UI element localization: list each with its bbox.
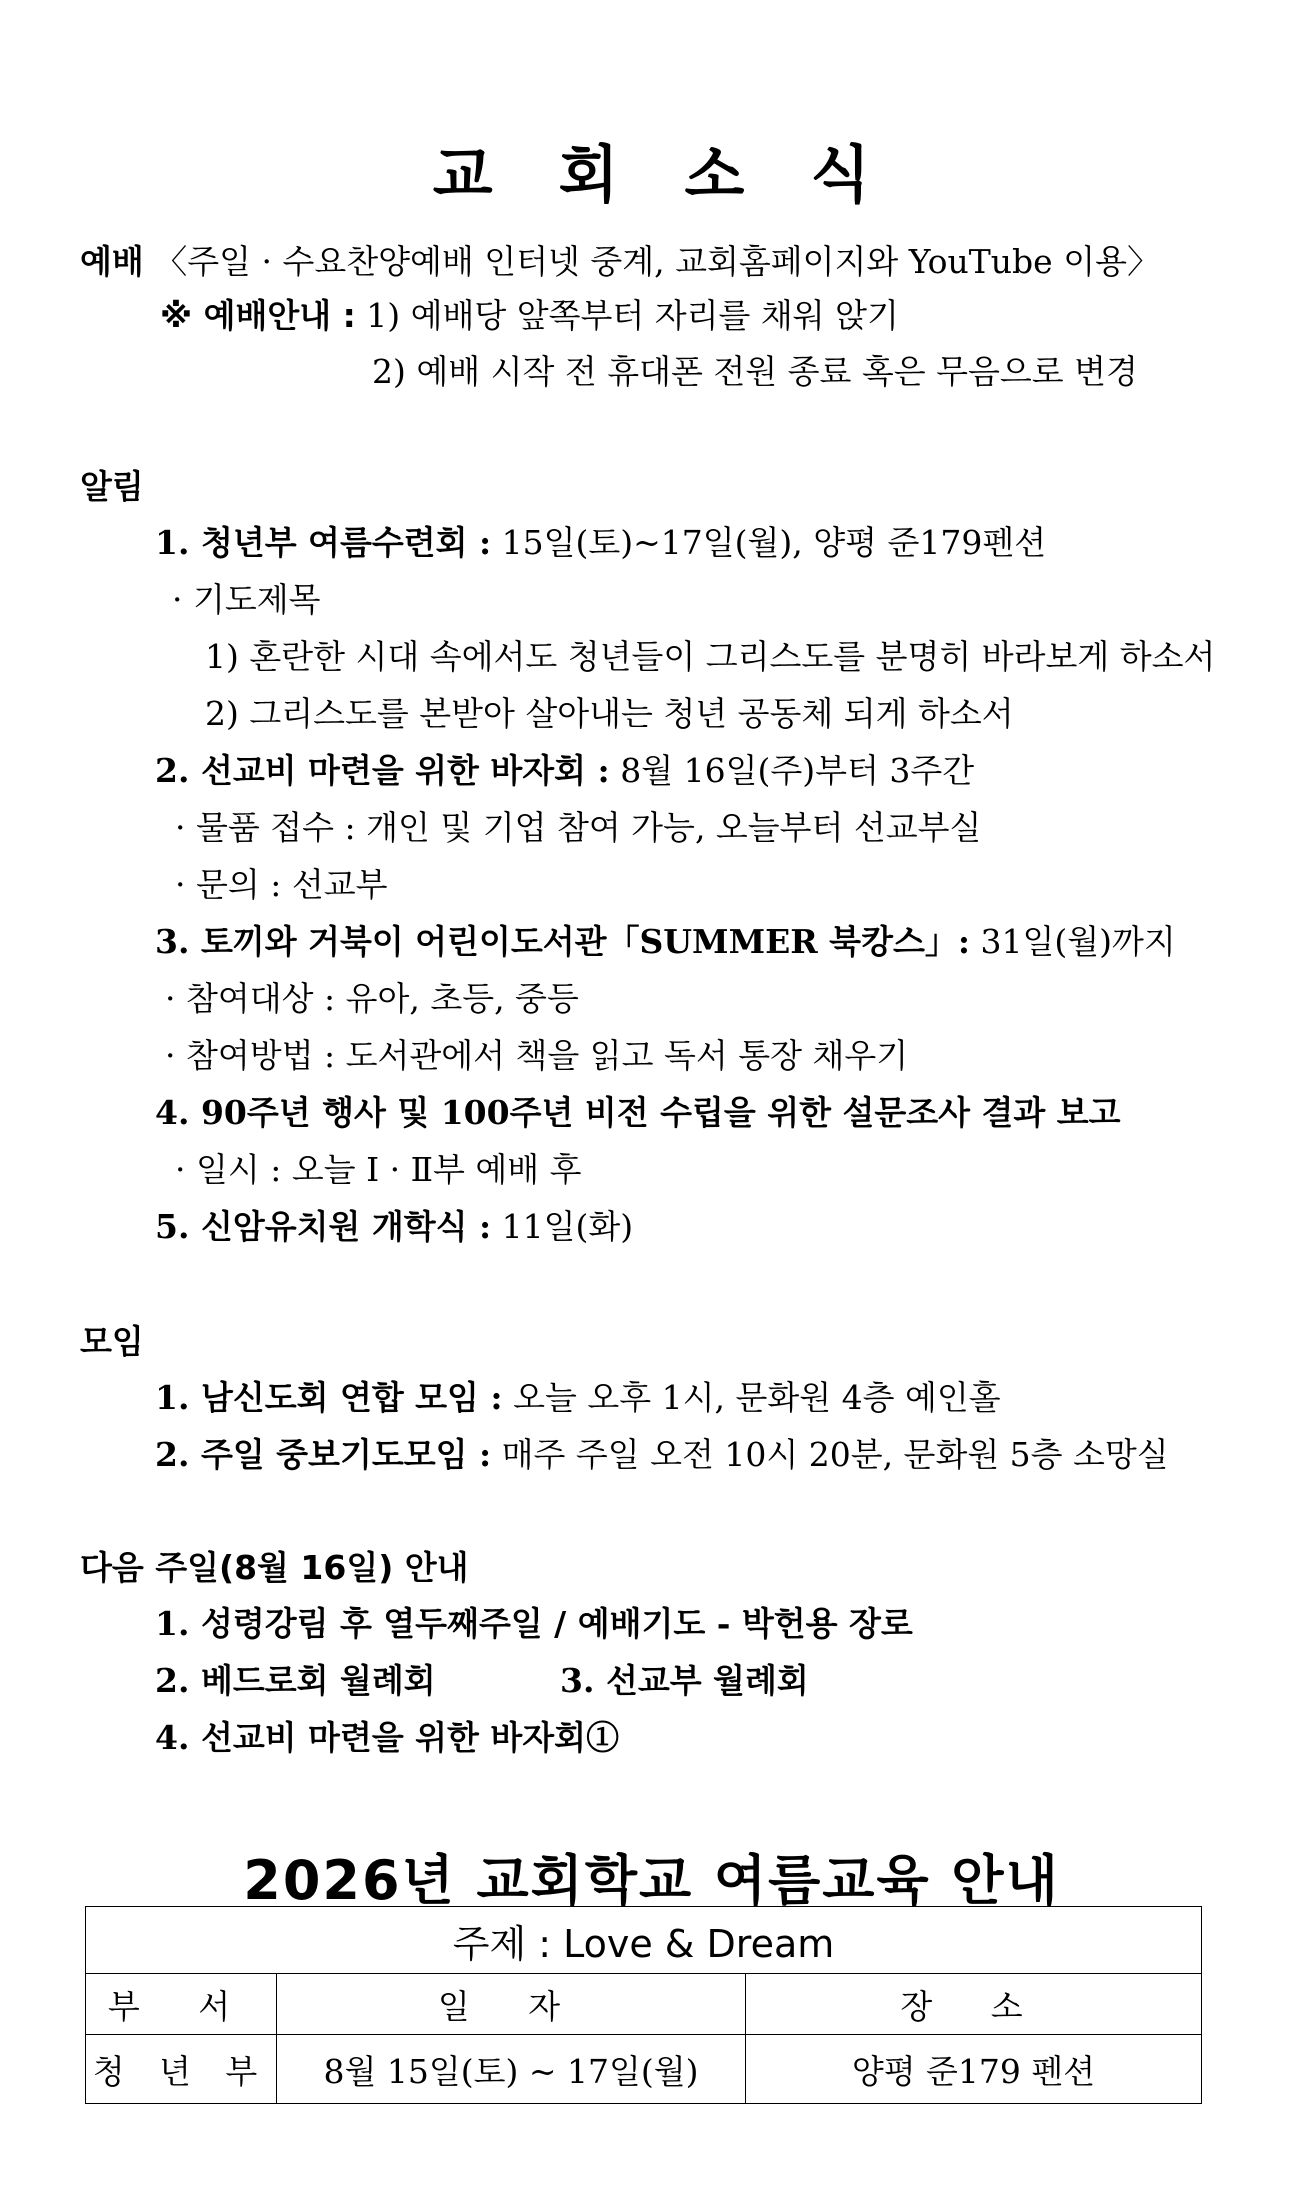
notice-1-prayer-2: 2) 그리스도를 본받아 살아내는 청년 공동체 되게 하소서 xyxy=(205,694,1014,733)
notice-5-title: 5. 신암유치원 개학식 : xyxy=(155,1207,492,1246)
notice-1-title: 1. 청년부 여름수련회 : xyxy=(155,523,492,562)
worship-heading: 예배 xyxy=(80,242,144,281)
meeting-2-title: 2. 주일 중보기도모임 : xyxy=(155,1435,492,1474)
notice-1-sub: · 기도제목 xyxy=(172,580,321,619)
notice-1 xyxy=(155,521,1046,565)
header-place: 장 소 xyxy=(746,1974,1202,2035)
notice-3-sub-1: · 참여대상 : 유아, 초등, 중등 xyxy=(165,979,579,1018)
header-date: 일 자 xyxy=(277,1974,746,2035)
notice-3-text: 31일(월)까지 xyxy=(970,922,1176,961)
worship-guide-1: 1) 예배당 앞쪽부터 자리를 채워 앉기 xyxy=(366,296,899,335)
worship-guide-2: 2) 예배 시작 전 휴대폰 전원 종료 혹은 무음으로 변경 xyxy=(372,352,1138,391)
meeting-2 xyxy=(155,1433,1169,1477)
worship-line xyxy=(80,240,1160,284)
worship-guide-line-1 xyxy=(160,294,899,338)
header-dept: 부 서 xyxy=(86,1974,277,2035)
notice-3-sub-2: · 참여방법 : 도서관에서 책을 읽고 독서 통장 채우기 xyxy=(165,1036,909,1075)
education-table xyxy=(85,1906,1202,2104)
next-sunday-heading: 다음 주일(8월 16일) 안내 xyxy=(80,1548,469,1587)
notice-3-title: 3. 토끼와 거북이 어린이도서관「SUMMER 북캉스」: xyxy=(155,922,971,961)
notice-5-text: 11일(화) xyxy=(491,1207,634,1246)
cell-date: 8월 15일(토) ~ 17일(월) xyxy=(277,2035,746,2104)
theme-cell: 주제 : Love & Dream xyxy=(86,1907,1202,1974)
cell-place: 양평 준179 펜션 xyxy=(746,2035,1202,2104)
worship-guide-label: ※ 예배안내 : xyxy=(160,296,356,335)
header-row xyxy=(86,1974,1202,2035)
meeting-1-title: 1. 남신도회 연합 모임 : xyxy=(155,1378,503,1417)
notice-4-sub-1: · 일시 : 오늘 Ⅰ · Ⅱ부 예배 후 xyxy=(175,1150,582,1189)
notice-1-text: 15일(토)~17일(월), 양평 준179펜션 xyxy=(491,523,1047,562)
meeting-2-text: 매주 주일 오전 10시 20분, 문화원 5층 소망실 xyxy=(491,1435,1169,1474)
cell-dept: 청 년 부 xyxy=(86,2035,277,2104)
notices-heading: 알림 xyxy=(80,467,144,506)
notice-2-title: 2. 선교비 마련을 위한 바자회 : xyxy=(155,751,610,790)
worship-note: 〈주일 · 수요찬양예배 인터넷 중계, 교회홈페이지와 YouTube 이용〉 xyxy=(154,242,1160,281)
notice-2-sub-1: · 물품 접수 : 개인 및 기업 참여 가능, 오늘부터 선교부실 xyxy=(175,808,982,847)
next-sunday-item-3: 3. 선교부 월례회 xyxy=(560,1661,809,1700)
education-title: 2026년 교회학교 여름교육 안내 xyxy=(243,1849,1060,1912)
next-sunday-item-4: 4. 선교비 마련을 위한 바자회① xyxy=(155,1718,620,1757)
notice-2-text: 8월 16일(주)부터 3주간 xyxy=(609,751,975,790)
next-sunday-item-1: 1. 성령강림 후 열두째주일 / 예배기도 - 박헌용 장로 xyxy=(155,1604,913,1643)
next-sunday-item-2: 2. 베드로회 월례회 xyxy=(155,1661,436,1700)
notice-2 xyxy=(155,749,974,793)
table-row xyxy=(86,2035,1202,2104)
notice-3 xyxy=(155,920,1176,964)
theme-row xyxy=(86,1907,1202,1974)
meeting-1-text: 오늘 오후 1시, 문화원 4층 예인홀 xyxy=(502,1378,1001,1417)
meetings-heading: 모임 xyxy=(80,1322,144,1361)
notice-1-prayer-1: 1) 혼란한 시대 속에서도 청년들이 그리스도를 분명히 바라보게 하소서 xyxy=(205,637,1216,676)
page-title: 교회소식 xyxy=(432,138,937,211)
notice-4-title: 4. 90주년 행사 및 100주년 비전 수립을 위한 설문조사 결과 보고 xyxy=(155,1093,1121,1132)
notice-2-sub-2: · 문의 : 선교부 xyxy=(175,865,388,904)
meeting-1 xyxy=(155,1376,1001,1420)
notice-5 xyxy=(155,1205,633,1249)
